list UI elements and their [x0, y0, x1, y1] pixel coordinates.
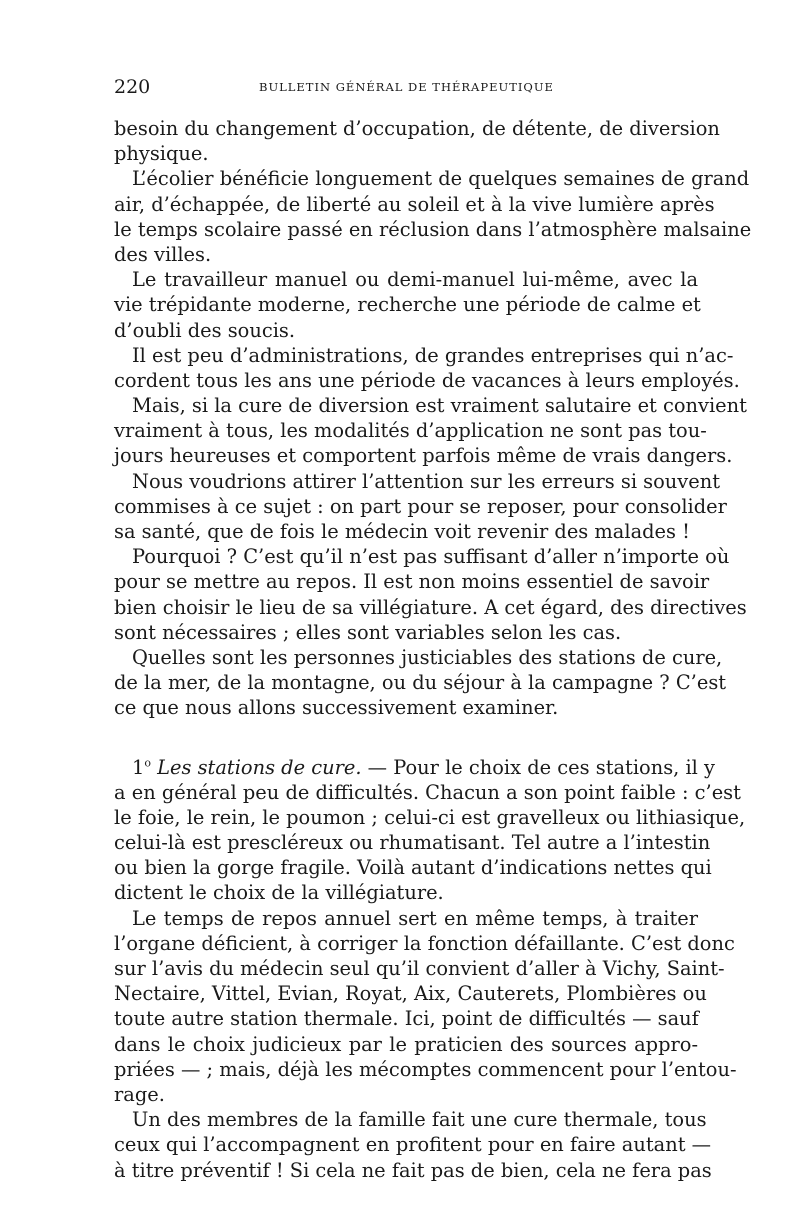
paragraph: [114, 544, 747, 645]
text-line: sur l’avis du médecin seul qu’il convient d’aller à Vichy, Saint-: [114, 957, 725, 980]
running-title: BULLETIN GÉNÉRAL DE THÉRAPEUTIQUE: [259, 80, 554, 94]
section-heading-line: [114, 755, 716, 780]
text-line: Il est peu d’administrations, de grandes entreprises qui n’ac-: [132, 343, 734, 367]
text-line: Le travailleur manuel ou demi-manuel lui-même, avec la: [132, 268, 698, 292]
text-line: priées — ; mais, déjà les mécomptes commencent pour l’entou-: [114, 1057, 737, 1081]
text-line: ce que nous allons successivement examiner.: [114, 696, 559, 720]
body-text: [114, 116, 752, 1183]
text-line: ceux qui l’accompagnent en profitent pour en faire autant —: [114, 1133, 712, 1157]
section-number-superscript: o: [144, 756, 151, 770]
page-number: 220: [114, 76, 151, 98]
paragraph: [114, 906, 737, 1108]
text-line: physique.: [114, 142, 209, 166]
text-line: a en général peu de difficultés. Chacun a son point faible : c’est: [114, 780, 741, 804]
section-title: Les stations de cure.: [157, 755, 362, 779]
text-line: sont nécessaires ; elles sont variables selon les cas.: [114, 620, 622, 644]
text-line: celui-là est prescléreux ou rhumatisant. Tel autre a l’intestin: [114, 831, 711, 855]
text-line: Un des membres de la famille fait une cure thermale, tous: [132, 1108, 707, 1132]
text-line: des villes.: [114, 242, 212, 266]
text-line: sa santé, que de fois le médecin voit revenir des malades !: [114, 520, 690, 543]
text-line: pour se mettre au repos. Il est non moins essentiel de savoir: [114, 570, 710, 594]
text-line: Nous voudrions attirer l’attention sur les erreurs si souvent: [132, 469, 721, 493]
text-line: besoin du changement d’occupation, de détente, de diversion: [114, 117, 720, 140]
text-line: cordent tous les ans une période de vacances à leurs employés.: [114, 368, 740, 392]
paragraph: [114, 343, 740, 393]
text-line: bien choisir le lieu de sa villégiature. A cet égard, des directives: [114, 595, 747, 619]
paragraph: [114, 393, 747, 469]
text-line: Nectaire, Vittel, Evian, Royat, Aix, Cauterets, Plombières ou: [114, 982, 707, 1006]
text-line: dans le choix judicieux par le praticien des sources appro-: [114, 1032, 698, 1056]
text-line: d’oubli des soucis.: [114, 318, 296, 342]
text-line: le temps scolaire passé en réclusion dans l’atmosphère malsaine: [114, 217, 752, 241]
page-header: [114, 72, 698, 102]
paragraph: [114, 469, 727, 545]
text-line: Le temps de repos annuel sert en même temps, à traiter: [132, 906, 698, 930]
paragraph: [114, 645, 727, 721]
text-line: Mais, si la cure de diversion est vraiment salutaire et convient: [132, 394, 747, 418]
text-line: Quelles sont les personnes justiciables des stations de cure,: [132, 645, 723, 669]
section-paragraph: [114, 755, 746, 906]
text-line: Pourquoi ? C’est qu’il n’est pas suffisant d’aller n’importe où: [132, 545, 730, 569]
text-line: à titre préventif ! Si cela ne fait pas de bien, cela ne fera pas: [114, 1158, 712, 1182]
text-line: dictent le choix de la villégiature.: [114, 881, 444, 905]
text-line: rage.: [114, 1082, 165, 1106]
paragraph: [114, 267, 701, 343]
text-line: jours heureuses et comportent parfois même de vrais dangers.: [114, 444, 733, 468]
paragraph: [114, 166, 752, 267]
paragraph: [114, 1107, 712, 1183]
text-line: toute autre station thermale. Ici, point de difficultés — sauf: [114, 1007, 699, 1031]
text-line: L’écolier bénéficie longuement de quelques semaines de grand: [132, 167, 750, 191]
text-line: vraiment à tous, les modalités d’application ne sont pas tou-: [114, 419, 707, 443]
text-line: l’organe déficient, à corriger la fonction défaillante. C’est donc: [114, 931, 735, 955]
section-first-line-text: — Pour le choix de ces stations, il y: [361, 755, 716, 779]
text-line: le foie, le rein, le poumon ; celui-ci est gravelleux ou lithiasique,: [114, 805, 746, 829]
text-line: air, d’échappée, de liberté au soleil et à la vive lumière après: [114, 192, 715, 216]
text-line: commises à ce sujet : on part pour se reposer, pour consolider: [114, 494, 727, 518]
text-line: de la mer, de la montagne, ou du séjour à la campagne ? C’est: [114, 671, 727, 695]
section-number: 1: [132, 755, 145, 779]
paragraph: [114, 116, 720, 166]
section-gap: [114, 721, 698, 755]
text-line: vie trépidante moderne, recherche une période de calme et: [114, 293, 701, 317]
text-line: ou bien la gorge fragile. Voilà autant d’indications nettes qui: [114, 856, 712, 880]
